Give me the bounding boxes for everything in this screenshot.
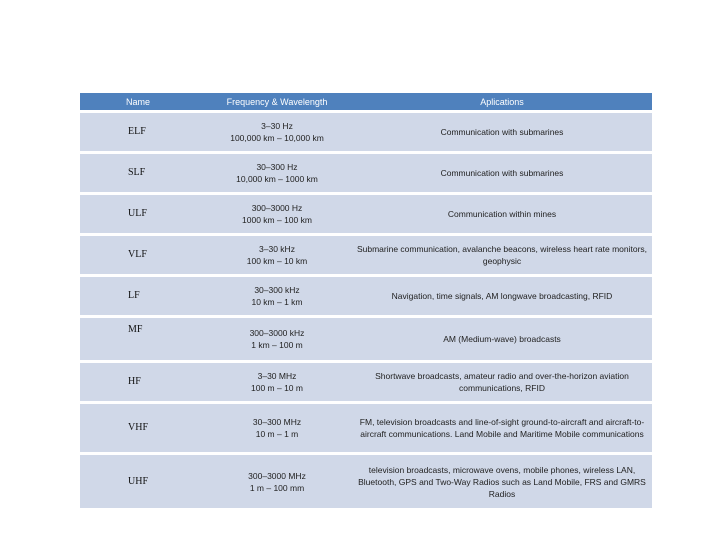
band-frequency-cell xyxy=(202,404,352,452)
band-wavelength: 10,000 km – 1000 km xyxy=(236,174,318,184)
band-frequency: 300–3000 Hz xyxy=(251,203,303,213)
band-name: VHF xyxy=(80,404,202,452)
band-frequency-cell xyxy=(202,363,352,401)
band-frequency-cell xyxy=(202,113,352,151)
band-applications: Communication with submarines xyxy=(352,113,652,151)
band-frequency: 30–300 kHz xyxy=(254,285,300,295)
table-row xyxy=(80,363,652,401)
band-frequency: 3–30 MHz xyxy=(257,371,297,381)
table-row xyxy=(80,195,652,233)
header-name: Name xyxy=(80,93,202,110)
band-frequency-cell xyxy=(202,455,352,508)
table-row xyxy=(80,154,652,192)
table-row xyxy=(80,455,652,508)
band-name: UHF xyxy=(80,455,202,508)
band-name: ULF xyxy=(80,195,202,233)
band-frequency: 30–300 Hz xyxy=(256,162,298,172)
band-wavelength: 100 m – 10 m xyxy=(251,383,303,393)
band-frequency: 300–3000 MHz xyxy=(248,470,306,481)
band-wavelength: 100 km – 10 km xyxy=(246,256,308,266)
band-applications: Shortwave broadcasts, amateur radio and over-the-horizon aviation communications, RFID xyxy=(352,363,652,401)
band-wavelength: 10 m – 1 m xyxy=(255,429,299,439)
table-row xyxy=(80,113,652,151)
band-applications: Navigation, time signals, AM longwave broadcasting, RFID xyxy=(352,277,652,315)
band-frequency-cell xyxy=(202,236,352,274)
band-name: HF xyxy=(80,363,202,401)
table-row xyxy=(80,318,652,360)
band-applications: Communication with submarines xyxy=(352,154,652,192)
band-wavelength: 1 m – 100 mm xyxy=(249,482,305,493)
band-wavelength: 10 km – 1 km xyxy=(251,297,303,307)
table-header-row xyxy=(80,93,652,110)
band-applications: FM, television broadcasts and line-of-sight ground-to-aircraft and aircraft-to-aircraft communications. Land Mobile and Maritime Mobile communications xyxy=(352,404,652,452)
band-frequency-cell xyxy=(202,154,352,192)
band-applications: Communication within mines xyxy=(352,195,652,233)
band-frequency-cell xyxy=(202,195,352,233)
band-wavelength: 1000 km – 100 km xyxy=(242,215,312,225)
band-name: VLF xyxy=(80,236,202,274)
table-row xyxy=(80,236,652,274)
band-frequency: 30–300 MHz xyxy=(252,417,302,427)
band-frequency: 3–30 kHz xyxy=(259,244,295,254)
band-applications: Submarine communication, avalanche beacons, wireless heart rate monitors, geophysic xyxy=(352,236,652,274)
band-frequency-cell xyxy=(202,318,352,360)
band-applications: television broadcasts, microwave ovens, mobile phones, wireless LAN, Bluetooth, GPS and Two-Way Radios such as Land Mobile, FRS and GMRS Radios xyxy=(352,455,652,508)
band-wavelength: 1 km – 100 m xyxy=(251,340,303,350)
band-applications: AM (Medium-wave) broadcasts xyxy=(352,318,652,360)
band-frequency-cell xyxy=(202,277,352,315)
band-frequency: 3–30 Hz xyxy=(261,121,293,131)
band-name: SLF xyxy=(80,154,202,192)
band-wavelength: 100,000 km – 10,000 km xyxy=(230,133,324,143)
band-name: ELF xyxy=(80,113,202,151)
header-applications: Aplications xyxy=(352,93,652,110)
table-row xyxy=(80,277,652,315)
band-frequency: 300–3000 kHz xyxy=(249,328,305,338)
band-name: MF xyxy=(80,318,202,360)
table-row xyxy=(80,404,652,452)
frequency-table xyxy=(80,90,652,511)
band-name: LF xyxy=(80,277,202,315)
header-frequency-wavelength: Frequency & Wavelength xyxy=(202,93,352,110)
